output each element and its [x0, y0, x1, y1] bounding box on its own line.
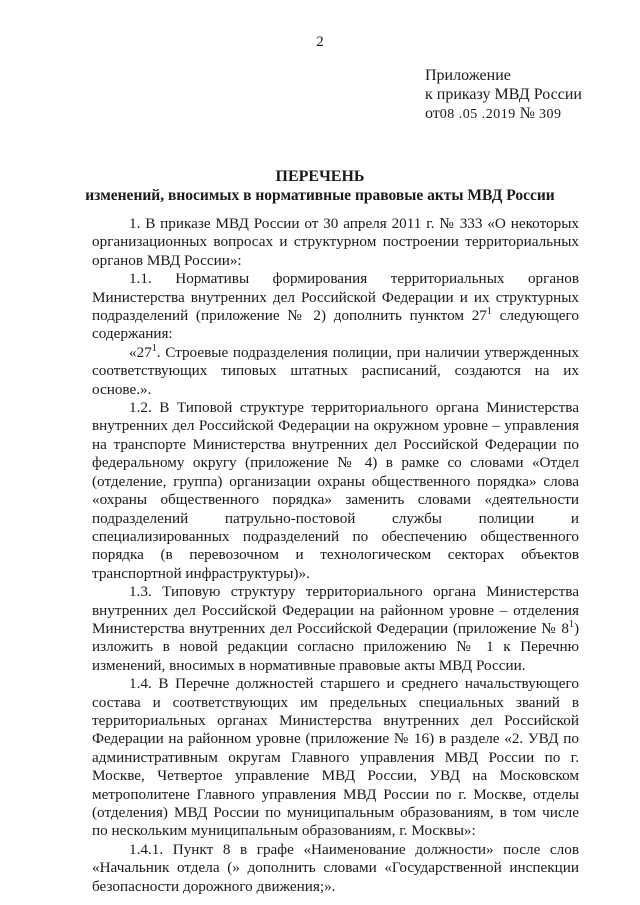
appendix-number-sign: №: [519, 105, 536, 122]
appendix-line3: [425, 104, 582, 124]
document-body: [92, 215, 579, 896]
paragraph-1-1-tail: следующего содержания:: [92, 307, 579, 343]
paragraph-1: 1. В приказе МВД России от 30 апреля 2011 г. № 333 «О некоторых организационных вопросах и структурном построении территориальных органов МВД России»:: [92, 215, 579, 269]
appendix-number: 309: [539, 107, 562, 122]
superscript: 1: [486, 305, 492, 317]
appendix-line2: к приказу МВД России: [425, 86, 582, 103]
quote-text: . Строевые подразделения полиции, при наличии утвержденных соответствующих типовых штатных расписаний, создаются на их основе.».: [92, 343, 579, 398]
paragraph-1-2: 1.2. В Типовой структуре территориального органа Министерства внутренних дел Российской Федерации на окружном уровне – управления на транспорте Министерства внутренних дел Российской Федерации по федеральному округу (приложение № 4) в рамке со словами «Отдел (отделение, группа) организации охраны общественного порядка» слова «охраны общественного порядка» заменить словами «деятельности подразделений патрульно-постовой службы полиции и специализированных подразделений по обеспечению общественного порядка (в перевозочном и технологическом секторах объектов транспортной инфраструктуры)».: [92, 399, 579, 582]
appendix-prefix: от: [425, 105, 440, 122]
paragraph-1-3: [92, 583, 579, 675]
paragraph-1-1: [92, 270, 579, 344]
appendix-block: [425, 66, 582, 124]
paragraph-1-3-text: 1.3. Типовую структуру территориального органа Министерства внутренних дел Российской Федерации на районном уровне – отделения Министерства внутренних дел Российской Федерации (приложение № 8: [92, 583, 579, 637]
page-number: 2: [316, 34, 324, 50]
paragraph-quote: [92, 344, 579, 399]
document-subtitle: изменений, вносимых в нормативные правовые акты МВД России: [85, 187, 555, 204]
paragraph-1-4: 1.4. В Перечне должностей старшего и среднего начальствующего состава и соответствующих им предельных специальных званий в территориальных органах Министерства внутренних дел Российской Федерации на районном уровне (приложение № 16) в разделе «2. УВД по административным округам Главного управления МВД России по г. Москве, Четвертое управление МВД России, УВД на Московском метрополитене Главного управления МВД России по г. Москве, отделы (отделения) МВД России по муниципальным образованиям, в том числе по нескольким муниципальным образованиям, г. Москвы»:: [92, 675, 579, 840]
appendix-line1: Приложение: [425, 67, 511, 84]
paragraph-1-3-tail: ) изложить в новой редакции согласно приложению № 1 к Перечню изменений, вносимых в нормативные правовые акты МВД России.: [92, 619, 579, 674]
document-title: ПЕРЕЧЕНЬ: [275, 168, 365, 185]
quote-start: «27: [129, 343, 152, 361]
paragraph-1-4-1: 1.4.1. Пункт 8 в графе «Наименование должности» после слов «Начальник отдела (» дополнить словами «Государственной инспекции безопасности дорожного движения;».: [92, 840, 579, 895]
appendix-date: 08 .05 .2019: [439, 107, 516, 122]
paragraph-1-1-text: 1.1. Нормативы формирования территориальных органов Министерства внутренних дел Российской Федерации и их структурных подразделений (приложение № 2) дополнить пунктом 27: [92, 270, 579, 325]
superscript: 1: [568, 618, 574, 630]
superscript: 1: [151, 342, 157, 354]
